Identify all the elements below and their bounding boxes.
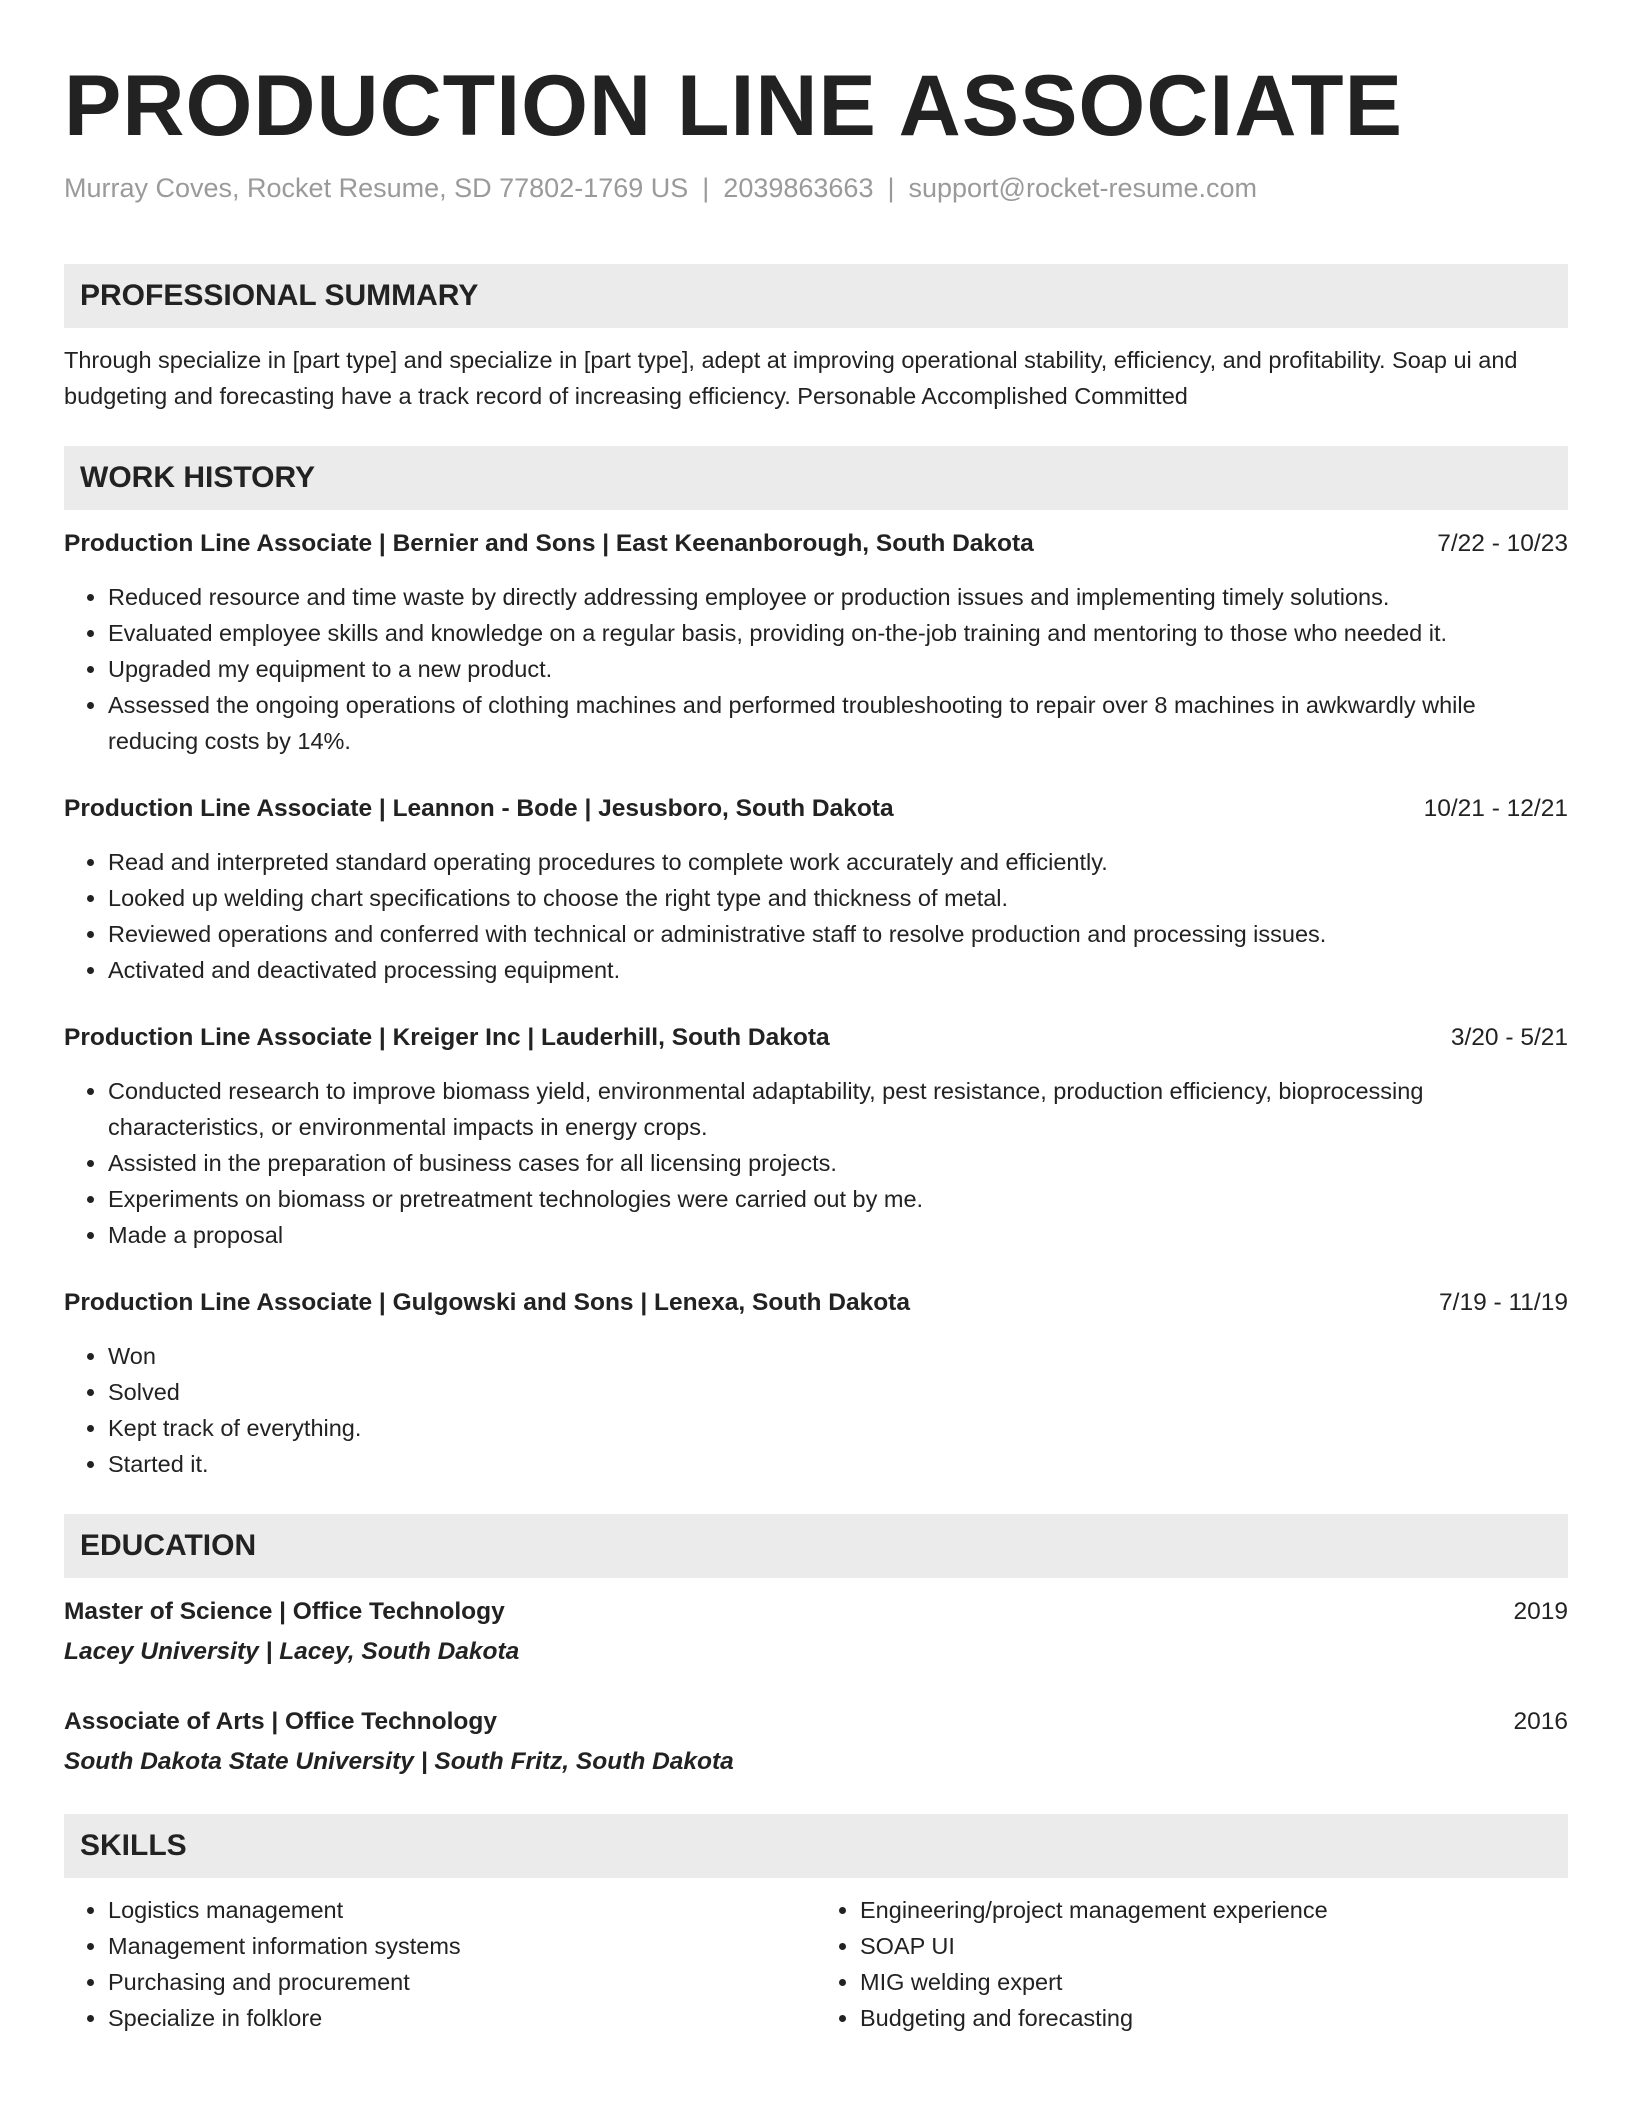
skills-column-left	[64, 1892, 816, 2036]
job-bullet: • Experiments on biomass or pretreatment technologies were carried out by me.	[108, 1181, 1568, 1217]
job-header	[64, 1285, 1568, 1321]
skill-item: • MIG welding expert	[860, 1964, 1568, 2000]
job-bullet: • Assisted in the preparation of business cases for all licensing projects.	[108, 1145, 1568, 1181]
education-year: 2016	[1513, 1708, 1568, 1735]
job-bullets	[64, 1073, 1568, 1253]
job-dates: 3/20 - 5/21	[1450, 1024, 1568, 1051]
job-dates: 7/19 - 11/19	[1439, 1289, 1568, 1316]
job-bullet: • Reduced resource and time waste by directly addressing employee or production issues and implementing timely solutions.	[108, 579, 1568, 615]
job-bullet: • Read and interpreted standard operating procedures to complete work accurately and efficiently.	[108, 844, 1568, 880]
job-dates: 10/21 - 12/21	[1423, 795, 1568, 822]
job-bullet: • Solved	[108, 1374, 1568, 1410]
education-year: 2019	[1513, 1598, 1568, 1625]
section-header-education: EDUCATION	[64, 1514, 1568, 1578]
education-degree: Associate of Arts | Office Technology	[64, 1708, 497, 1735]
job-bullet: • Won	[108, 1338, 1568, 1374]
skill-item: • Specialize in folklore	[108, 2000, 816, 2036]
skill-item: • Logistics management	[108, 1892, 816, 1928]
skill-item: • Management information systems	[108, 1928, 816, 1964]
skill-item: • Purchasing and procurement	[108, 1964, 816, 2000]
job-entry	[64, 1285, 1568, 1482]
job-title: Production Line Associate | Bernier and Sons | East Keenanborough, South Dakota	[64, 530, 1034, 557]
job-bullets	[64, 1338, 1568, 1482]
education-school: South Dakota State University | South Fritz, South Dakota	[64, 1748, 734, 1775]
job-bullets	[64, 579, 1568, 759]
job-bullet: • Started it.	[108, 1446, 1568, 1482]
job-bullet: • Reviewed operations and conferred with technical or administrative staff to resolve production and processing issues.	[108, 916, 1568, 952]
skill-item: • Budgeting and forecasting	[860, 2000, 1568, 2036]
section-header-work-history: WORK HISTORY	[64, 446, 1568, 510]
skill-item: • Engineering/project management experience	[860, 1892, 1568, 1928]
job-entry	[64, 1020, 1568, 1253]
skill-item: • SOAP UI	[860, 1928, 1568, 1964]
skills-column-right	[816, 1892, 1568, 2036]
job-bullet: • Upgraded my equipment to a new product.	[108, 651, 1568, 687]
contact-separator: |	[887, 173, 895, 203]
education-school: Lacey University | Lacey, South Dakota	[64, 1638, 520, 1665]
contact-separator: |	[702, 173, 710, 203]
education-entry	[64, 1594, 1568, 1670]
education-header	[64, 1594, 1568, 1630]
job-title: Production Line Associate | Kreiger Inc | Lauderhill, South Dakota	[64, 1024, 830, 1051]
summary-text: Through specialize in [part type] and specialize in [part type], adept at improving operational stability, efficiency, and profitability. Soap ui and budgeting and forecasting have a track record of increasing efficiency. Personable Accomplished Committed	[64, 347, 1518, 409]
job-title: Production Line Associate | Leannon - Bode | Jesusboro, South Dakota	[64, 795, 894, 822]
job-bullet: • Kept track of everything.	[108, 1410, 1568, 1446]
job-dates: 7/22 - 10/23	[1437, 530, 1568, 557]
skills-grid	[64, 1892, 1568, 2036]
job-bullet: • Made a proposal	[108, 1217, 1568, 1253]
job-bullet: • Assessed the ongoing operations of clothing machines and performed troubleshooting to repair over 8 machines in awkwardly while reducing costs by 14%.	[108, 687, 1568, 759]
job-entry	[64, 791, 1568, 988]
job-entry	[64, 526, 1568, 759]
contact-address: Murray Coves, Rocket Resume, SD 77802-1769 US	[64, 173, 689, 203]
job-header	[64, 526, 1568, 562]
job-bullet: • Evaluated employee skills and knowledge on a regular basis, providing on-the-job training and mentoring to those who needed it.	[108, 615, 1568, 651]
resume-name: PRODUCTION LINE ASSOCIATE	[64, 58, 1403, 154]
job-header	[64, 1020, 1568, 1056]
job-bullet: • Looked up welding chart specifications to choose the right type and thickness of metal.	[108, 880, 1568, 916]
contact-email: support@rocket-resume.com	[908, 173, 1258, 203]
job-bullets	[64, 844, 1568, 988]
job-bullet: • Conducted research to improve biomass yield, environmental adaptability, pest resistance, production efficiency, bioprocessing characteristics, or environmental impacts in energy crops.	[108, 1073, 1568, 1145]
job-bullet: • Activated and deactivated processing equipment.	[108, 952, 1568, 988]
education-degree: Master of Science | Office Technology	[64, 1598, 505, 1625]
job-title: Production Line Associate | Gulgowski and Sons | Lenexa, South Dakota	[64, 1289, 910, 1316]
education-entry	[64, 1704, 1568, 1780]
contact-line	[64, 170, 1568, 206]
education-header	[64, 1704, 1568, 1740]
job-header	[64, 791, 1568, 827]
section-header-summary: PROFESSIONAL SUMMARY	[64, 264, 1568, 328]
contact-phone: 2039863663	[723, 173, 874, 203]
section-header-skills: SKILLS	[64, 1814, 1568, 1878]
